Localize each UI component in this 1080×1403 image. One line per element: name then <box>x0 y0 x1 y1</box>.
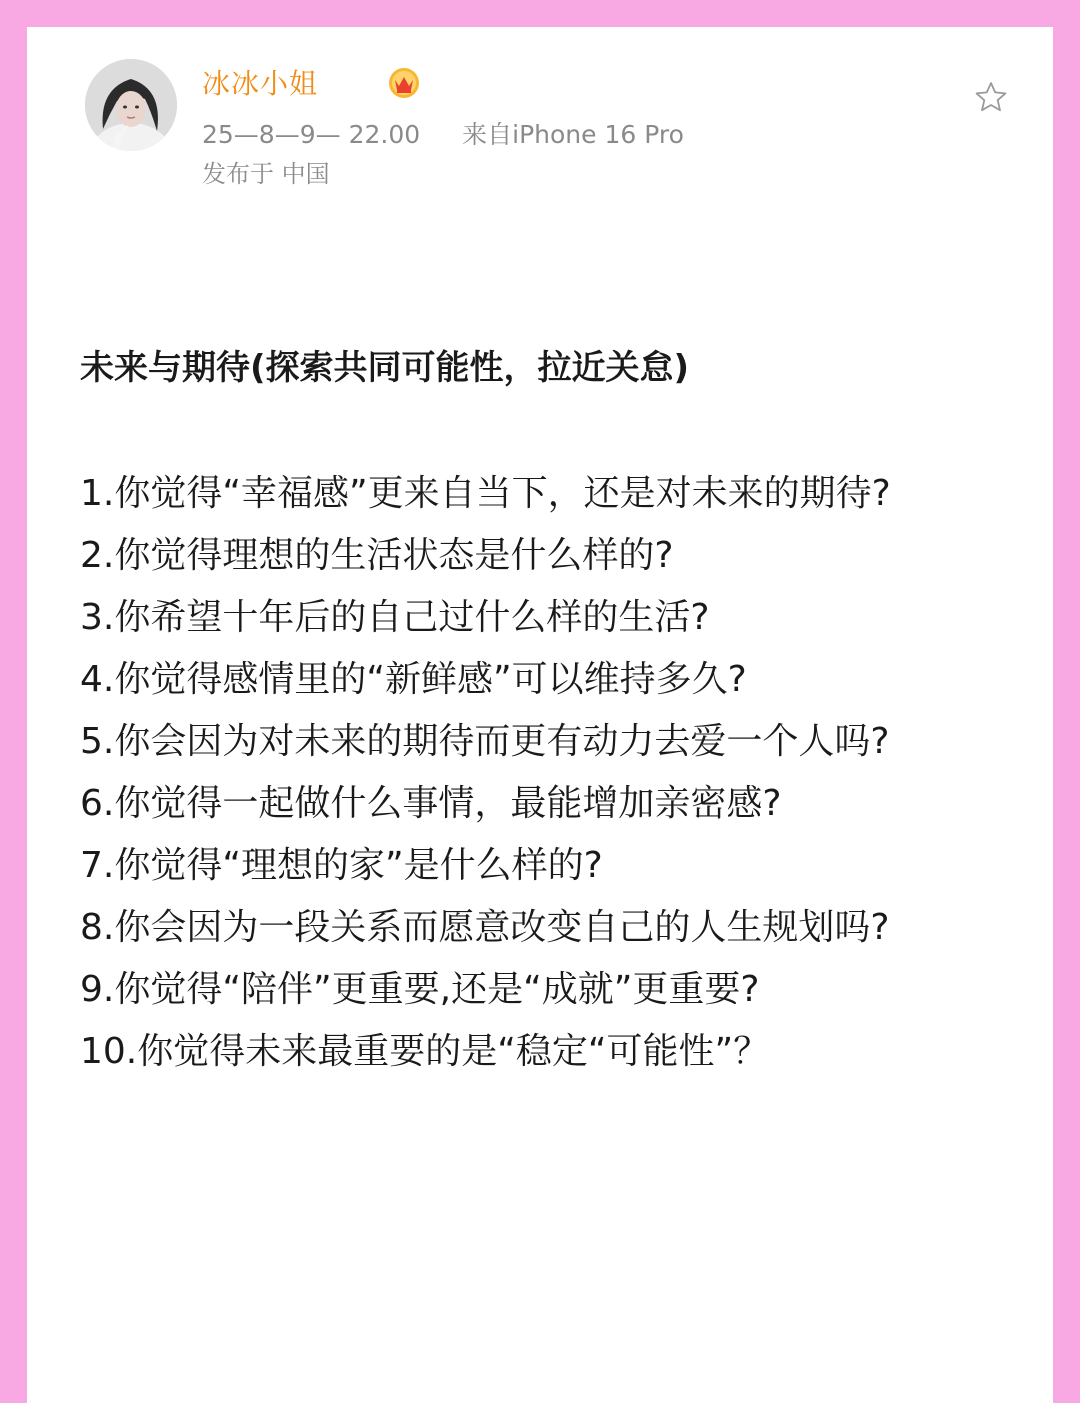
post-source: 来自iPhone 16 Pro <box>462 120 684 149</box>
question-item: 10.你觉得未来最重要的是“稳定“可能性”？ <box>80 1031 770 1072</box>
question-item: 2.你觉得理想的生活状态是什么样的? <box>80 535 674 576</box>
question-item: 1.你觉得“幸福感”更来自当下，还是对未来的期待? <box>80 473 891 514</box>
post-location: 发布于 中国 <box>202 160 330 188</box>
question-item: 9.你觉得“陪伴”更重要,还是“成就”更重要? <box>80 969 760 1010</box>
vip-badge-icon <box>387 66 421 100</box>
question-item: 7.你觉得“理想的家”是什么样的? <box>80 845 603 886</box>
question-list <box>80 463 1010 1083</box>
question-item: 3.你希望十年后的自己过什么样的生活? <box>80 597 710 638</box>
avatar-photo-icon <box>85 59 177 151</box>
author-name[interactable]: 冰冰小姐 <box>202 67 319 100</box>
avatar[interactable] <box>85 59 177 151</box>
question-item: 5.你会因为对未来的期待而更有动力去爱一个人吗? <box>80 721 890 762</box>
post-meta <box>202 117 684 153</box>
question-item: 4.你觉得感情里的“新鲜感”可以维持多久? <box>80 659 747 700</box>
question-item: 8.你会因为一段关系而愿意改变自己的人生规划吗? <box>80 907 890 948</box>
post-title: 未来与期待(探索共同可能性，拉近关怠) <box>80 348 690 388</box>
question-item: 6.你觉得一起做什么事情，最能增加亲密感? <box>80 783 782 824</box>
star-outline-icon[interactable] <box>973 79 1009 115</box>
post-datetime: 25—8—9— 22.00 <box>202 120 421 149</box>
post-card <box>27 27 1053 1403</box>
